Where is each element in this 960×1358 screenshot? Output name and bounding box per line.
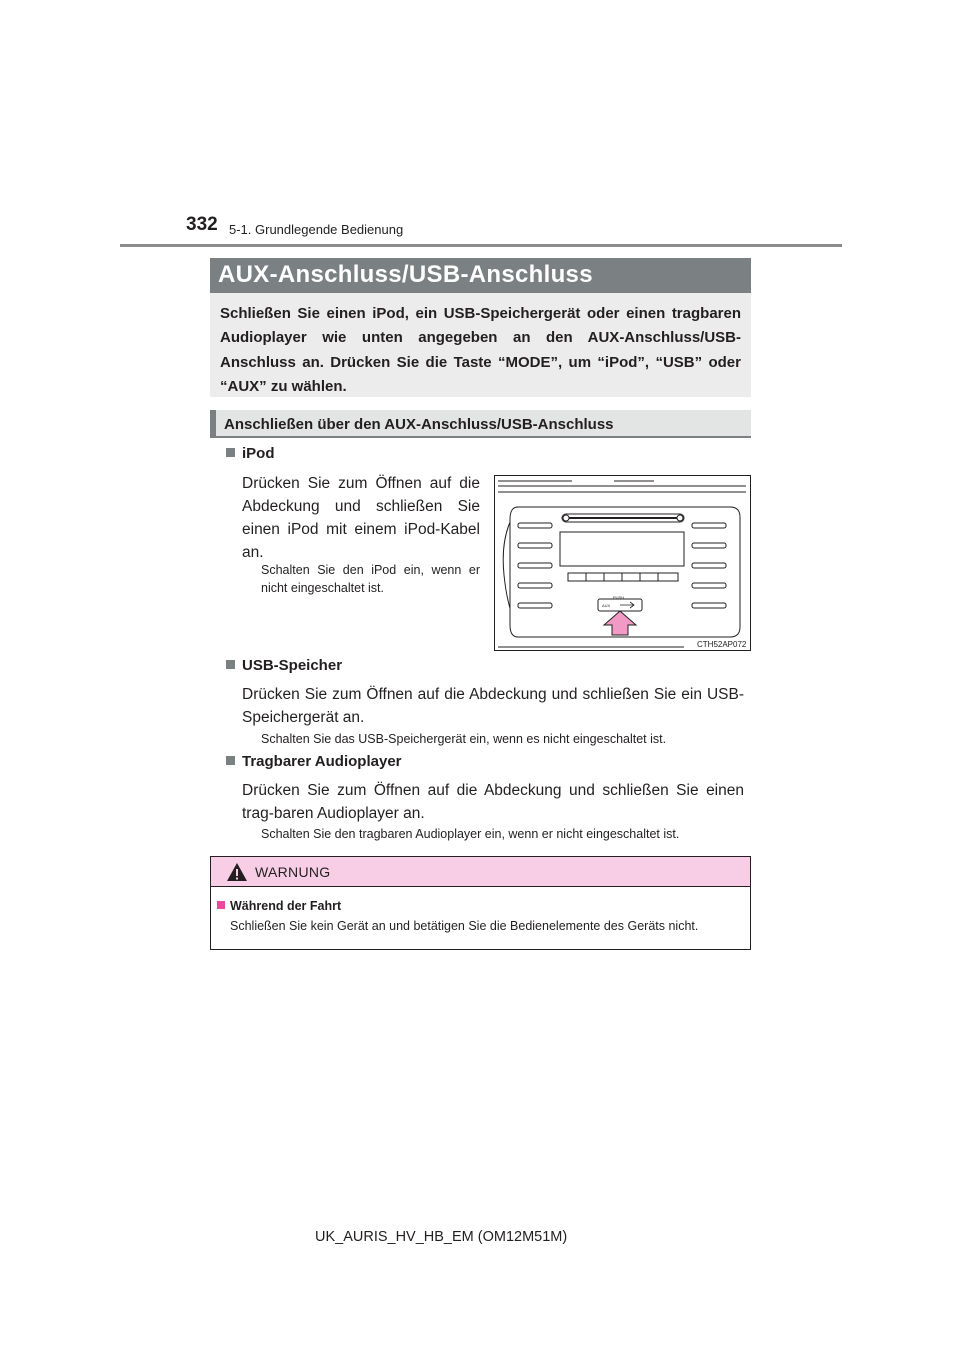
usb-heading-label: USB-Speicher: [242, 657, 343, 674]
footer-code: UK_AURIS_HV_HB_EM (OM12M51M): [315, 1229, 568, 1245]
warning-subhead: [217, 899, 341, 913]
section-title: Anschließen über den AUX-Anschluss/USB-Anschluss: [224, 416, 614, 433]
ipod-heading: [226, 445, 275, 462]
bullet-square-icon: [226, 756, 235, 765]
ipod-line-3: einen iPod mit einem iPod-Kabel: [242, 521, 480, 538]
ipod-line-2: Abdeckung und schließen Sie: [242, 498, 480, 515]
warning-square-icon: [217, 901, 225, 909]
warning-text: Schließen Sie kein Gerät an und betätigen Sie die Bedienelemente des Geräts nicht.: [230, 919, 699, 933]
warning-subhead-label: Während der Fahrt: [230, 899, 342, 913]
player-heading-label: Tragbarer Audioplayer: [242, 753, 402, 770]
usb-text: Drücken Sie zum Öffnen auf die Abdeckung und schließen Sie ein USB-Speichergerät an.: [242, 686, 744, 726]
page-number: 332: [186, 214, 218, 235]
ipod-text: [242, 472, 480, 564]
port-aux-label: AUX: [602, 603, 611, 608]
chapter-heading: 5-1. Grundlegende Bedienung: [229, 222, 404, 237]
intro-text: Schließen Sie einen iPod, ein USB-Speichergerät oder einen tragbaren Audioplayer wie unten angegeben an den AUX-Anschluss/USB-Anschluss an. Drücken Sie die Taste “MODE”, um “iPod”, “USB” oder “AUX” zu wählen.: [220, 305, 741, 396]
figure-code: CTH52AP072: [697, 640, 747, 649]
player-text: Drücken Sie zum Öffnen auf die Abdeckung und schließen Sie einen trag-baren Audioplayer an.: [242, 782, 744, 822]
header-divider: [120, 244, 842, 247]
ipod-heading-label: iPod: [242, 445, 275, 462]
ipod-line-1: Drücken Sie zum Öffnen auf die: [242, 475, 480, 492]
section-accent: [210, 410, 216, 438]
port-push-label: PUSH: [613, 595, 625, 600]
ipod-note: [261, 561, 480, 597]
player-note: Schalten Sie den tragbaren Audioplayer ein, wenn er nicht eingeschaltet ist.: [261, 827, 680, 841]
player-heading: [226, 753, 402, 770]
ipod-note-line-1: Schalten Sie den iPod ein, wenn er: [261, 563, 480, 577]
warning-triangle-icon: [226, 862, 248, 887]
page-title: AUX-Anschluss/USB-Anschluss: [218, 261, 593, 288]
usb-heading: [226, 657, 342, 674]
head-unit-drawing: [494, 475, 751, 651]
ipod-line-4: an.: [242, 544, 264, 561]
head-unit-illustration: [494, 475, 751, 651]
warning-title: WARNUNG: [255, 864, 331, 880]
bullet-square-icon: [226, 660, 235, 669]
usb-note: Schalten Sie das USB-Speichergerät ein, wenn es nicht eingeschaltet ist.: [261, 732, 667, 746]
bullet-square-icon: [226, 448, 235, 457]
ipod-note-line-2: nicht eingeschaltet ist.: [261, 581, 384, 595]
